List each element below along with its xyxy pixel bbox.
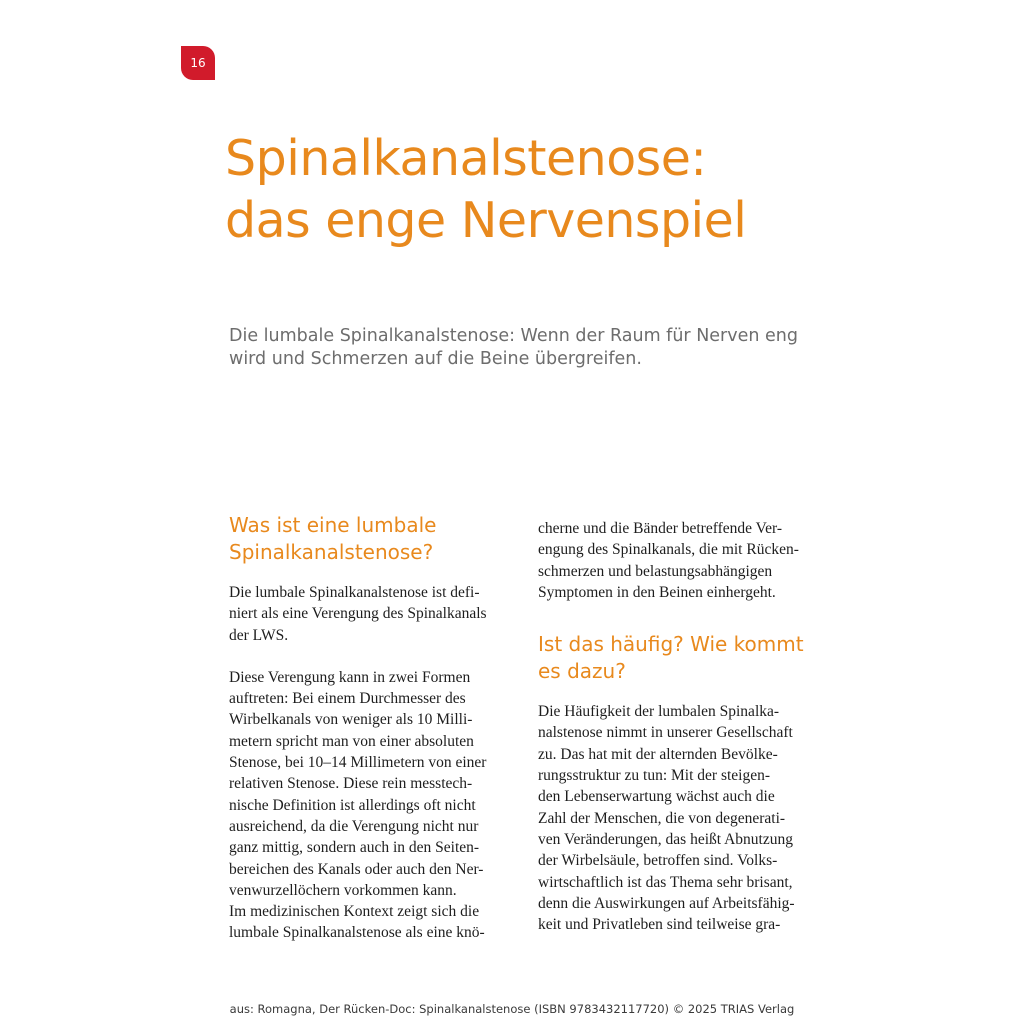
text-line: Diese Verengung kann in zwei Formen bbox=[229, 668, 471, 686]
text-line: rungsstruktur zu tun: Mit der steigen- bbox=[538, 767, 771, 785]
text-line: Die lumbale Spinalkanalstenose ist defi- bbox=[229, 584, 480, 601]
text-line: bereichen des Kanals oder auch den Ner- bbox=[229, 860, 484, 878]
right-column bbox=[538, 518, 838, 935]
section2-paragraph bbox=[538, 701, 838, 935]
text-line: Im medizinischen Kontext zeigt sich die bbox=[229, 903, 480, 921]
text-line: relativen Stenose. Diese rein messtech- bbox=[229, 775, 473, 793]
title-line: Spinalkanalstenose: bbox=[225, 130, 707, 187]
text-line: cherne und die Bänder betreffende Ver- bbox=[538, 520, 782, 537]
section2-heading bbox=[538, 631, 838, 685]
text-line: wirtschaftlich ist das Thema sehr brisant, bbox=[538, 873, 793, 891]
source-footer: aus: Romagna, Der Rücken-Doc: Spinalkanalstenose (ISBN 9783432117720) © 2025 TRIAS Verlag bbox=[229, 1002, 795, 1016]
text-line: ausreichend, da die Verengung nicht nur bbox=[229, 817, 479, 835]
text-line: keit und Privatleben sind teilweise gra- bbox=[538, 916, 781, 934]
text-line: engung des Spinalkanals, die mit Rücken- bbox=[538, 541, 799, 559]
heading-line: Ist das häufig? Wie kommt bbox=[538, 632, 804, 657]
text-line: schmerzen und belastungsabhängigen bbox=[538, 562, 773, 580]
text-line: ganz mittig, sondern auch in den Seiten- bbox=[229, 839, 480, 857]
text-line: Stenose, bei 10–14 Millimetern von einer bbox=[229, 754, 487, 772]
text-line: zu. Das hat mit der alternden Bevölke- bbox=[538, 745, 778, 763]
heading-line: es dazu? bbox=[538, 659, 626, 684]
text-line: der LWS. bbox=[229, 626, 289, 644]
text-line: ven Veränderungen, das heißt Abnutzung bbox=[538, 830, 793, 848]
text-line: metern spricht man von einer absoluten bbox=[229, 732, 474, 750]
text-line: Zahl der Menschen, die von degenerati- bbox=[538, 809, 786, 827]
text-line: Die Häufigkeit der lumbalen Spinalka- bbox=[538, 703, 780, 721]
text-line: denn die Auswirkungen auf Arbeitsfähig- bbox=[538, 894, 795, 912]
text-line: lumbale Spinalkanalstenose als eine knö- bbox=[229, 924, 485, 942]
page-number-badge: 16 bbox=[181, 46, 215, 80]
text-line: nische Definition ist allerdings oft nicht bbox=[229, 796, 476, 814]
section1-paragraph-2 bbox=[229, 667, 529, 944]
section1-heading bbox=[229, 512, 529, 566]
text-line: der Wirbelsäule, betroffen sind. Volks- bbox=[538, 852, 778, 870]
heading-line: Was ist eine lumbale bbox=[229, 513, 437, 537]
text-line: auftreten: Bei einem Durchmesser des bbox=[229, 690, 466, 708]
title-line: das enge Nervenspiel bbox=[225, 192, 747, 249]
text-line: Symptomen in den Beinen einhergeht. bbox=[538, 583, 776, 601]
text-line: niert als eine Verengung des Spinalkanals bbox=[229, 605, 487, 623]
text-line: Wirbelkanals von weniger als 10 Milli- bbox=[229, 711, 473, 729]
section1-paragraph-1 bbox=[229, 582, 529, 646]
text-line: nalstenose nimmt in unserer Gesellschaft bbox=[538, 724, 793, 742]
text-line: den Lebenserwartung wächst auch die bbox=[538, 788, 775, 806]
left-column bbox=[229, 512, 529, 944]
heading-line: Spinalkanalstenose? bbox=[229, 540, 434, 564]
section1-continuation bbox=[538, 518, 838, 603]
chapter-title bbox=[225, 128, 746, 252]
intro-text: Die lumbale Spinalkanalstenose: Wenn der Raum für Nerven eng wird und Schmerzen auf die Beine übergreifen. bbox=[229, 326, 798, 369]
text-line: venwurzellöchern vorkommen kann. bbox=[229, 881, 457, 899]
